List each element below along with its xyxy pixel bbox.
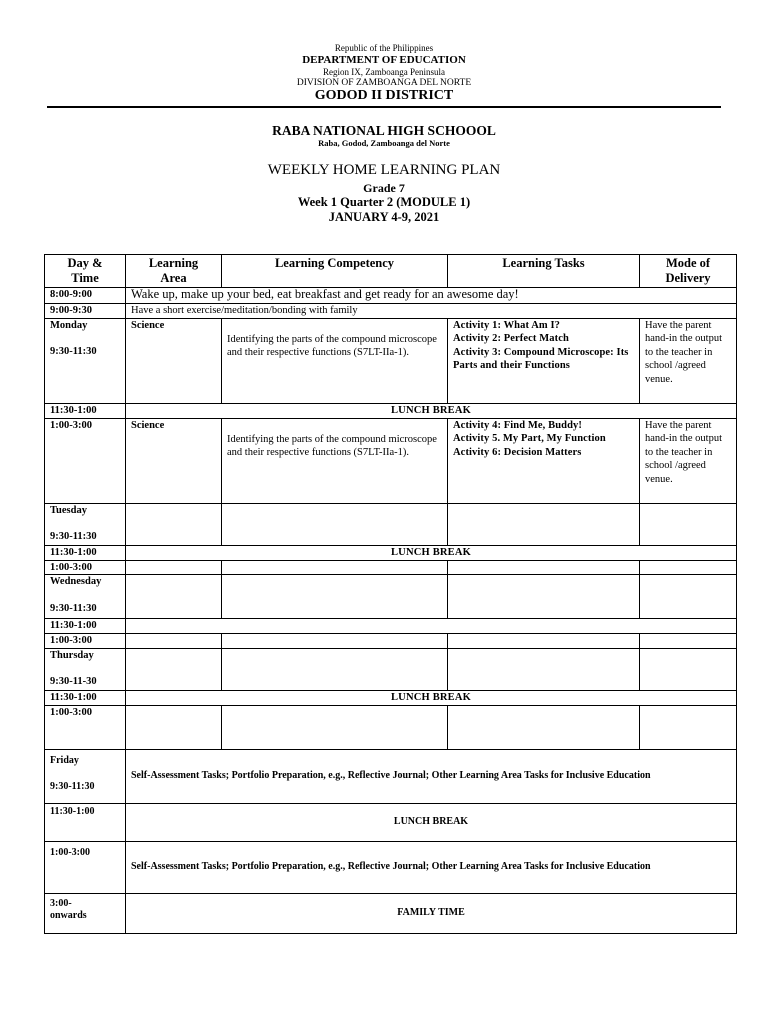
tasks-cell [448,318,640,403]
school-name: RABA NATIONAL HIGH SCHOOOL [272,123,496,138]
table-row [45,288,737,304]
grade-line: Grade 7 [363,181,405,195]
department-line: DEPARTMENT OF EDUCATION [302,54,466,66]
self-assessment-text: Self-Assessment Tasks; Portfolio Preparation, e.g., Reflective Journal; Other Learning Area Tasks for Inclusive Education [126,841,737,893]
wake-up-text: Wake up, make up your bed, eat breakfast and get ready for an awesome day! [126,288,737,304]
mode-cell: Have the parent hand-in the output to the teacher in school /agreed venue. [640,318,737,403]
time-cell: 1:00-3:00 [45,560,126,575]
time-cell: 11:30-1:00 [45,690,126,705]
republic-line: Republic of the Philippines [334,43,434,53]
table-row [45,503,737,545]
empty-cell [640,633,737,648]
plan-title: WEEKLY HOME LEARNING PLAN [267,162,501,178]
time-cell: 8:00-9:00 [45,288,126,304]
empty-cell [222,705,448,749]
header-learning-tasks: Learning Tasks [448,255,640,288]
empty-cell [448,575,640,619]
time-cell: 11:30-1:00 [45,403,126,418]
empty-cell [222,648,448,690]
self-assessment-text: Self-Assessment Tasks; Portfolio Preparation, e.g., Reflective Journal; Other Learning Area Tasks for Inclusive Education [126,749,737,803]
header-divider [47,106,721,108]
empty-cell [448,503,640,545]
empty-cell [126,705,222,749]
empty-cell [222,503,448,545]
empty-cell [222,633,448,648]
day-cell: Monday 9:30-11:30 [45,318,126,403]
header-mode-of-delivery: Mode of Delivery [640,255,737,288]
empty-cell [126,619,737,634]
empty-cell [448,633,640,648]
table-row [45,803,737,841]
empty-cell [640,560,737,575]
competency-cell: Identifying the parts of the compound microscope and their respective functions (S7LT-IIa-1). [222,418,448,503]
time-cell: 9:00-9:30 [45,304,126,319]
day-cell: Tuesday 9:30-11:30 [45,503,126,545]
empty-cell [222,575,448,619]
time-cell: 11:30-1:00 [45,619,126,634]
task-item: Activity 6: Decision Matters [453,446,582,458]
table-row [45,575,737,619]
time-cell: 1:00-3:00 [45,418,126,503]
table-row [45,304,737,319]
table-row [45,841,737,893]
day-cell: Wednesday 9:30-11:30 [45,575,126,619]
competency-cell: Identifying the parts of the compound microscope and their respective functions (S7LT-IIa-1). [222,318,448,403]
table-header-row [45,255,737,288]
task-item: Activity 5. My Part, My Function [453,433,606,444]
empty-cell [640,503,737,545]
header-learning-area: Learning Area [126,255,222,288]
empty-cell [448,648,640,690]
lunch-break-label: LUNCH BREAK [126,545,737,560]
table-row [45,545,737,560]
table-row [45,619,737,634]
empty-cell [222,560,448,575]
learning-plan-table [44,254,737,934]
lunch-break-label: LUNCH BREAK [126,403,737,418]
table-row [45,749,737,803]
time-cell: 1:00-3:00 [45,633,126,648]
empty-cell [448,560,640,575]
task-item: Activity 3: Compound Microscope: Its Parts and their Functions [453,346,629,371]
school-address: Raba, Godod, Zamboanga del Norte [318,138,450,148]
header-day-time: Day & Time [45,255,126,288]
table-row [45,318,737,403]
week-line: Week 1 Quarter 2 (MODULE 1) [297,195,471,209]
empty-cell [640,648,737,690]
table-row [45,893,737,933]
learning-area-cell: Science [126,318,222,403]
learning-area-cell: Science [126,418,222,503]
empty-cell [126,575,222,619]
table-row [45,403,737,418]
family-time-label: FAMILY TIME [126,893,737,933]
table-row [45,560,737,575]
time-cell: 11:30-1:00 [45,803,126,841]
empty-cell [640,575,737,619]
region-line: Region IX, Zamboanga Peninsula [323,67,445,77]
lunch-break-label: LUNCH BREAK [126,803,737,841]
lunch-break-label: LUNCH BREAK [126,690,737,705]
task-item: Activity 4: Find Me, Buddy! [453,419,582,431]
empty-cell [126,633,222,648]
district-line: GODOD II DISTRICT [314,88,454,103]
time-cell: 11:30-1:00 [45,545,126,560]
time-cell: 3:00- onwards [45,893,126,933]
empty-cell [448,705,640,749]
tasks-cell [448,418,640,503]
task-item: Activity 2: Perfect Match [453,333,569,344]
table-row [45,648,737,690]
table-row [45,690,737,705]
date-range: JANUARY 4-9, 2021 [328,210,440,224]
table-row [45,705,737,749]
task-item: Activity 1: What Am I? [453,319,560,331]
mode-cell: Have the parent hand-in the output to the teacher in school /agreed venue. [640,418,737,503]
empty-cell [126,648,222,690]
empty-cell [640,705,737,749]
exercise-text: Have a short exercise/meditation/bonding with family [126,304,737,319]
time-cell: 1:00-3:00 [45,841,126,893]
division-line: DIVISION OF ZAMBOANGA DEL NORTE [296,78,472,88]
time-cell: 1:00-3:00 [45,705,126,749]
header-learning-competency: Learning Competency [222,255,448,288]
table-row [45,633,737,648]
empty-cell [126,503,222,545]
day-cell: Thursday 9:30-11-30 [45,648,126,690]
table-row [45,418,737,503]
day-cell: Friday 9:30-11:30 [45,749,126,803]
empty-cell [126,560,222,575]
